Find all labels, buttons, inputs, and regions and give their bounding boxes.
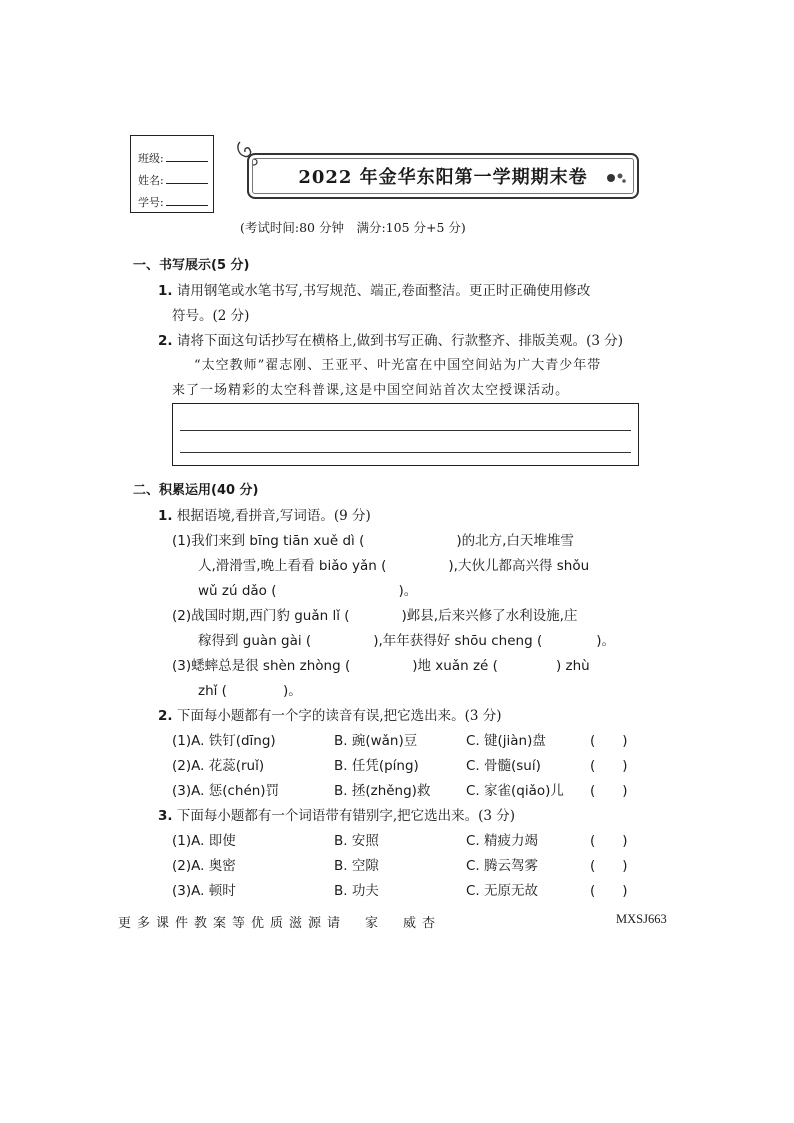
section1-heading: 一、书写展示(5 分) [133,258,250,273]
name-field[interactable]: 姓名: [138,172,208,188]
s2-q1: 1. 根据语境,看拼音,写词语。(9 分) [158,508,371,524]
s2-q1-item3-line1: (3)蟋蟀总是很 shèn zhòng ( )地 xuǎn zé ( ) zhù [172,658,590,674]
q2-row3-option-b: B. 拯(zhěng)救 [334,783,431,799]
flower-ornament-icon [605,171,627,185]
s1-q1: 1. 请用钢笔或水笔书写,书写规范、端正,卷面整洁。更正时正确使用修改 [158,283,591,299]
q2-row2-answer[interactable]: ( ) [590,758,628,774]
q2-row1-option-a: (1)A. 铁钉(dīng) [172,733,276,749]
q2-row3-answer[interactable]: ( ) [590,783,628,799]
q3-row1-option-b: B. 安照 [334,833,379,849]
exam-title: 2022 年金华东阳第一学期期末卷 [298,167,588,188]
class-field[interactable]: 班级: [138,150,208,166]
q2-row1-answer[interactable]: ( ) [590,733,628,749]
q2-row2-option-b: B. 任凭(píng) [334,758,419,774]
s2-q1-item1-line2: 人,滑滑雪,晚上看看 biǎo yǎn ( ),大伙儿都高兴得 shǒu [198,558,590,574]
q3-row1-option-a: (1)A. 即使 [172,833,236,849]
q3-row2-option-a: (2)A. 奥密 [172,858,236,874]
q3-row1-option-c: C. 精疲力竭 [466,833,539,849]
q2-row2-option-a: (2)A. 花蕊(ruǐ) [172,758,265,774]
s1-q2: 2. 请将下面这句话抄写在横格上,做到书写正确、行款整齐、排版美观。(3 分) [158,333,624,349]
footer-text: 更多课件教案等优质滋源请 家 威杏 [118,916,442,931]
s2-q1-item3-line2: zhǐ ( )。 [198,683,302,699]
exam-subtitle: (考试时间:80 分钟 满分:105 分+5 分) [240,220,466,235]
s2-q2: 2. 下面每小题都有一个字的读音有误,把它选出来。(3 分) [158,708,502,724]
q2-row3-option-a: (3)A. 惩(chén)罚 [172,783,280,799]
s1-q1-cont: 符号。(2 分) [172,308,250,324]
student-info-box [130,135,214,213]
q2-row1-option-c: C. 键(jiàn)盘 [466,733,546,749]
q3-row3-option-b: B. 功夫 [334,883,379,899]
s2-q1-item1-line1: (1)我们来到 bīng tiān xuě dì ( )的北方,白天堆堆雪 [172,533,574,549]
passage-line-1: “太空教师”翟志刚、王亚平、叶光富在中国空间站为广大青少年带 [194,358,602,373]
q3-row3-option-a: (3)A. 顿时 [172,883,236,899]
s2-q3: 3. 下面每小题都有一个词语带有错别字,把它选出来。(3 分) [158,808,516,824]
q2-row3-option-c: C. 家雀(qiǎo)儿 [466,783,564,799]
q2-row1-option-b: B. 豌(wǎn)豆 [334,733,418,749]
q3-row2-option-c: C. 腾云驾雾 [466,858,539,874]
s2-q1-item1-line3: wǔ zú dǎo ( )。 [198,583,418,599]
student-id-field[interactable]: 学号: [138,194,208,210]
q3-row2-option-b: B. 空隙 [334,858,379,874]
passage-line-2: 来了一场精彩的太空科普课,这是中国空间站首次太空授课活动。 [172,383,570,398]
s2-q1-item2-line1: (2)战国时期,西门豹 guǎn lǐ ( )邺县,后来兴修了水利设施,庄 [172,608,578,624]
s2-q1-item2-line2: 稼得到 guàn gài ( ),年年获得好 shōu cheng ( )。 [198,633,615,649]
q3-row3-answer[interactable]: ( ) [590,883,628,899]
q3-row3-option-c: C. 无原无故 [466,883,539,899]
q2-row2-option-c: C. 骨髓(suí) [466,758,541,774]
title-banner [247,153,639,199]
q3-row2-answer[interactable]: ( ) [590,858,628,874]
footer-code: MXSJ663 [616,912,667,926]
handwriting-box[interactable] [172,403,639,466]
q3-row1-answer[interactable]: ( ) [590,833,628,849]
section2-heading: 二、积累运用(40 分) [133,483,259,498]
